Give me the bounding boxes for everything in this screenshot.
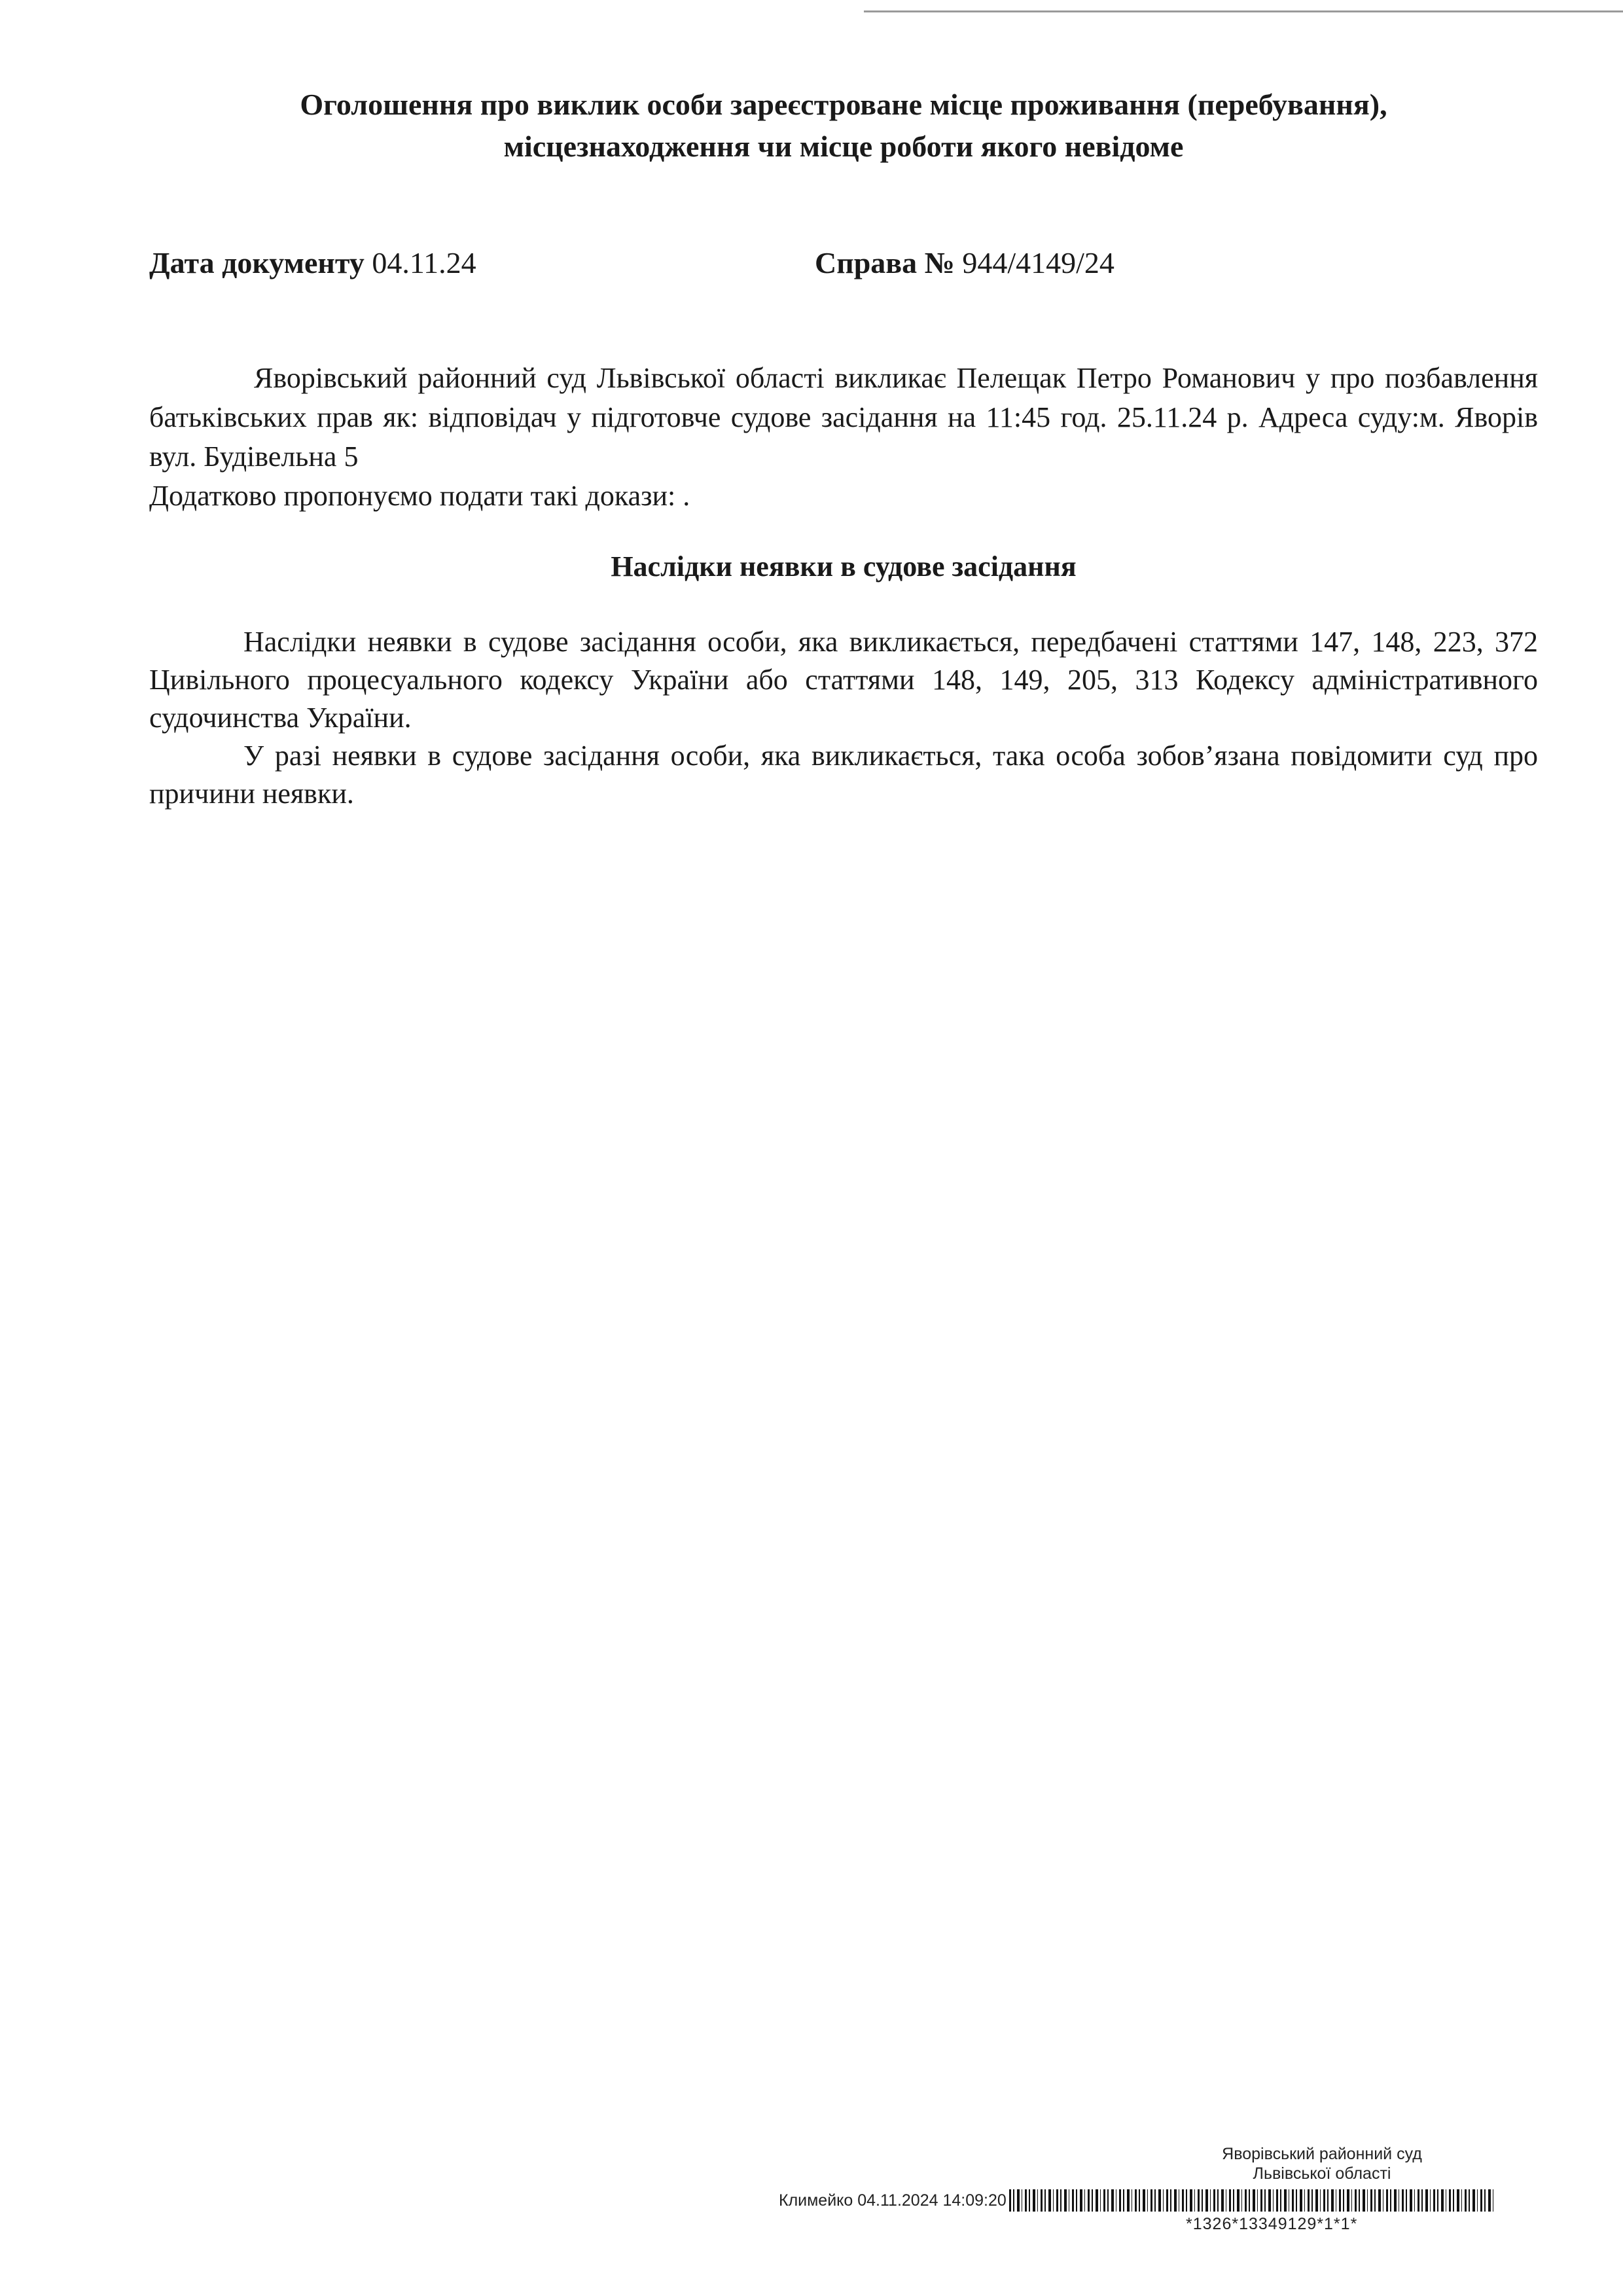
stamp-court-line-1: Яворівський районний суд [1222, 2145, 1422, 2163]
case-number [815, 243, 1115, 283]
clerk-stamp-line [779, 2187, 1493, 2214]
case-value: 944/4149/24 [962, 246, 1115, 279]
date-value: 04.11.24 [372, 246, 476, 279]
section-heading: Наслідки неявки в судове засідання [611, 550, 1077, 583]
case-label: Справа № [815, 246, 955, 279]
barcode-image [1009, 2189, 1493, 2212]
barcode-code: *1326*13349129*1*1* [1186, 2215, 1358, 2233]
consequences-text [149, 623, 1538, 813]
date-label: Дата документу [149, 246, 365, 279]
scan-edge-line [864, 10, 1623, 12]
title-line-1: Оголошення про виклик особи зареєстроване місце проживання (перебування), [300, 88, 1387, 121]
document-title [149, 84, 1538, 168]
title-line-2: місцезнаходження чи місце роботи якого невідоме [503, 130, 1184, 163]
clerk-timestamp: Климейко 04.11.2024 14:09:20 [779, 2191, 1007, 2210]
consequences-paragraph-2: У разі неявки в судове засідання особи, яка викликається, така особа зобов’язана повідомити суд про причини неявки. [149, 740, 1538, 810]
summons-paragraph: Яворівський районний суд Львівської області викликає Пелещак Петро Романович у про позбавлення батьківських прав як: відповідач у підготовче судове засідання на 11:45 год. 25.11.24 р. Адреса суду:м. Яворів вул. Будівельна 5 [149, 362, 1538, 473]
summons-text [149, 359, 1538, 516]
court-stamp [1113, 2144, 1531, 2183]
stamp-court-line-2: Львівської області [1253, 2164, 1391, 2183]
consequences-paragraph-1: Наслідки неявки в судове засідання особи, яка викликається, передбачені статтями 147, 148, 223, 372 Цивільного процесуального кодексу України або статтями 148, 149, 205, 313 Кодексу адміністративного судочинства України. [149, 626, 1538, 734]
document-date [149, 243, 476, 283]
evidence-line: Додатково пропонуємо подати такі докази: . [149, 480, 690, 512]
